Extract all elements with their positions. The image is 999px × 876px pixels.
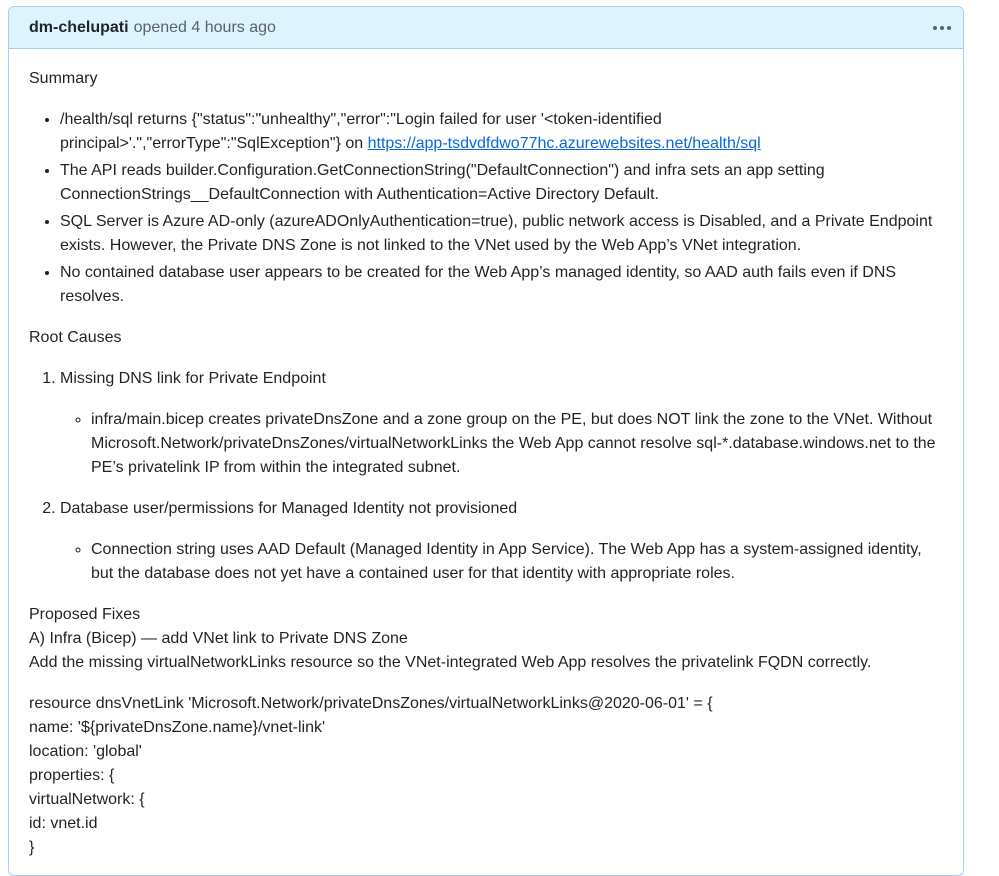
root-cause-detail-list: [60, 408, 943, 480]
opened-timestamp: opened 4 hours ago: [133, 18, 276, 36]
comment-body: [9, 49, 963, 860]
code-line: location: 'global': [29, 743, 142, 760]
code-line: properties: {: [29, 767, 115, 784]
root-cause-title: 2. Database user/permissions for Managed Identity not provisioned: [60, 500, 518, 517]
summary-list: [29, 108, 943, 309]
summary-item: • The API reads builder.Configuration.GetConnectionString("DefaultConnection") and infra sets an app setting ConnectionStrings__DefaultConnection with Authentication=Active Directory Default.: [60, 159, 943, 207]
root-causes-list: [29, 367, 943, 586]
root-cause-item: [60, 497, 943, 586]
code-line: resource dnsVnetLink 'Microsoft.Network/privateDnsZones/virtualNetworkLinks@2020-06-01' = {: [29, 695, 713, 712]
summary-item: • SQL Server is Azure AD-only (azureADOnlyAuthentication=true), public network access is Disabled, and a Private Endpoint exists. However, the Private DNS Zone is not linked to the VNet used by the Web App’s VNet integration.: [60, 210, 943, 258]
summary-item: • No contained database user appears to be created for the Web App’s managed identity, so AAD auth fails even if DNS resolves.: [60, 261, 943, 309]
code-line: id: vnet.id: [29, 815, 98, 832]
more-options-button[interactable]: [929, 15, 955, 41]
comment-header: [9, 7, 963, 49]
proposed-fixes-heading: Proposed Fixes: [29, 606, 141, 623]
root-causes-heading: Root Causes: [29, 329, 122, 346]
code-line: virtualNetwork: {: [29, 791, 145, 808]
summary-item-text: /health/sql returns {"status":"unhealthy","error":"Login failed for user '<token-identified principal>'.","errorType":"SqlException"} on: [60, 111, 662, 152]
author-link[interactable]: dm-chelupati: [29, 18, 129, 36]
summary-heading: Summary: [29, 70, 98, 87]
proposed-fixes-subheading: A) Infra (Bicep) — add VNet link to Private DNS Zone: [29, 630, 408, 647]
root-cause-detail: ◦ Connection string uses AAD Default (Managed Identity in App Service). The Web App has a system-assigned identity, but the database does not yet have a contained user for that identity with appropriate roles.: [91, 538, 943, 586]
kebab-horizontal-icon: [933, 26, 951, 30]
proposed-fixes: [29, 603, 943, 675]
root-cause-item: [60, 367, 943, 480]
root-cause-detail: ◦ infra/main.bicep creates privateDnsZone and a zone group on the PE, but does NOT link the zone to the VNet. Without Microsoft.Network/privateDnsZones/virtualNetworkLinks the Web App cannot resolve sql-*.database.windows.net to the PE’s privatelink IP from within the integrated subnet.: [91, 408, 943, 480]
proposed-fixes-description: Add the missing virtualNetworkLinks resource so the VNet-integrated Web App resolves the privatelink FQDN correctly.: [29, 654, 872, 671]
health-sql-link[interactable]: https://app-tsdvdfdwo77hc.azurewebsites.net/health/sql: [367, 135, 761, 152]
issue-comment: [8, 6, 964, 876]
bicep-code: [29, 692, 943, 860]
code-line: name: '${privateDnsZone.name}/vnet-link': [29, 719, 326, 736]
code-line: }: [29, 839, 35, 856]
root-cause-detail-list: [60, 538, 943, 586]
root-cause-title: 1. Missing DNS link for Private Endpoint: [60, 370, 326, 387]
summary-item: [60, 108, 943, 156]
